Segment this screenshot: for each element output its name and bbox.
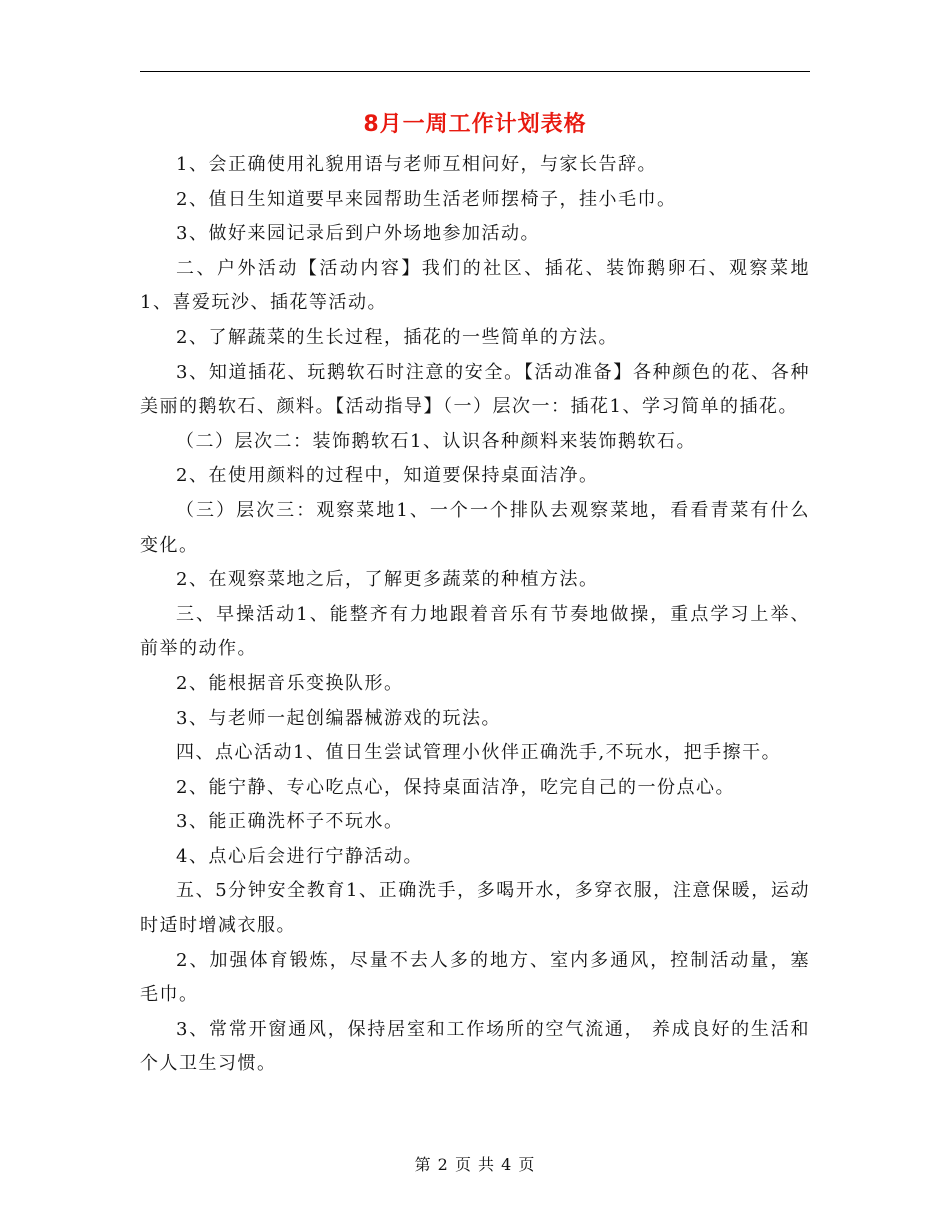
paragraph: 2、能宁静、专心吃点心，保持桌面洁净，吃完自己的一份点心。	[176, 776, 735, 798]
page-number: 第 2 页 共 4 页	[414, 1155, 536, 1174]
paragraph: 3、与老师一起创编器械游戏的玩法。	[176, 707, 501, 729]
page-footer	[0, 1153, 950, 1177]
paragraph: 3、知道插花、玩鹅软石时注意的安全。【活动准备】各种颜色的花、各种美丽的鹅软石、颜料。【活动指导】（一）层次一：插花1、学习简单的插花。	[140, 361, 810, 418]
paragraph: 2、在观察菜地之后，了解更多蔬菜的种植方法。	[176, 569, 599, 591]
paragraph: 二、户外活动【活动内容】我们的社区、插花、装饰鹅卵石、观察菜地1、喜爱玩沙、插花等活动。	[140, 257, 810, 314]
paragraph: 4、点心后会进行宁静活动。	[176, 845, 423, 867]
header-rule	[140, 71, 810, 72]
paragraph: 五、5分钟安全教育1、正确洗手，多喝开水，多穿衣服，注意保暖，运动时适时增减衣服。	[140, 880, 810, 937]
paragraph: 3、常常开窗通风，保持居室和工作场所的空气流通， 养成良好的生活和个人卫生习惯。	[140, 1018, 810, 1075]
paragraph: 2、能根据音乐变换队形。	[176, 672, 404, 694]
paragraph: 3、做好来园记录后到户外场地参加活动。	[176, 223, 540, 245]
paragraph: 2、了解蔬菜的生长过程，插花的一些简单的方法。	[176, 326, 618, 348]
paragraph: 1、会正确使用礼貌用语与老师互相问好，与家长告辞。	[176, 154, 657, 175]
document-title: 8月一周工作计划表格	[363, 112, 587, 137]
paragraph: 2、在使用颜料的过程中，知道要保持桌面洁净。	[176, 465, 599, 487]
paragraph: 3、能正确洗杯子不玩水。	[176, 811, 404, 833]
document-body	[140, 148, 810, 1082]
paragraph: 三、早操活动1、能整齐有力地跟着音乐有节奏地做操，重点学习上举、前举的动作。	[140, 603, 810, 660]
paragraph: 四、点心活动1、值日生尝试管理小伙伴正确洗手,不玩水，把手擦干。	[176, 742, 782, 764]
paragraph: 2、加强体育锻炼，尽量不去人多的地方、室内多通风，控制活动量，塞毛巾。	[140, 949, 810, 1006]
paragraph: （三）层次三：观察菜地1、一个一个排队去观察菜地，看看青菜有什么变化。	[140, 499, 810, 556]
paragraph: （二）层次二：装饰鹅软石1、认识各种颜料来装饰鹅软石。	[176, 430, 696, 452]
paragraph: 2、值日生知道要早来园帮助生活老师摆椅子，挂小毛巾。	[176, 188, 677, 210]
